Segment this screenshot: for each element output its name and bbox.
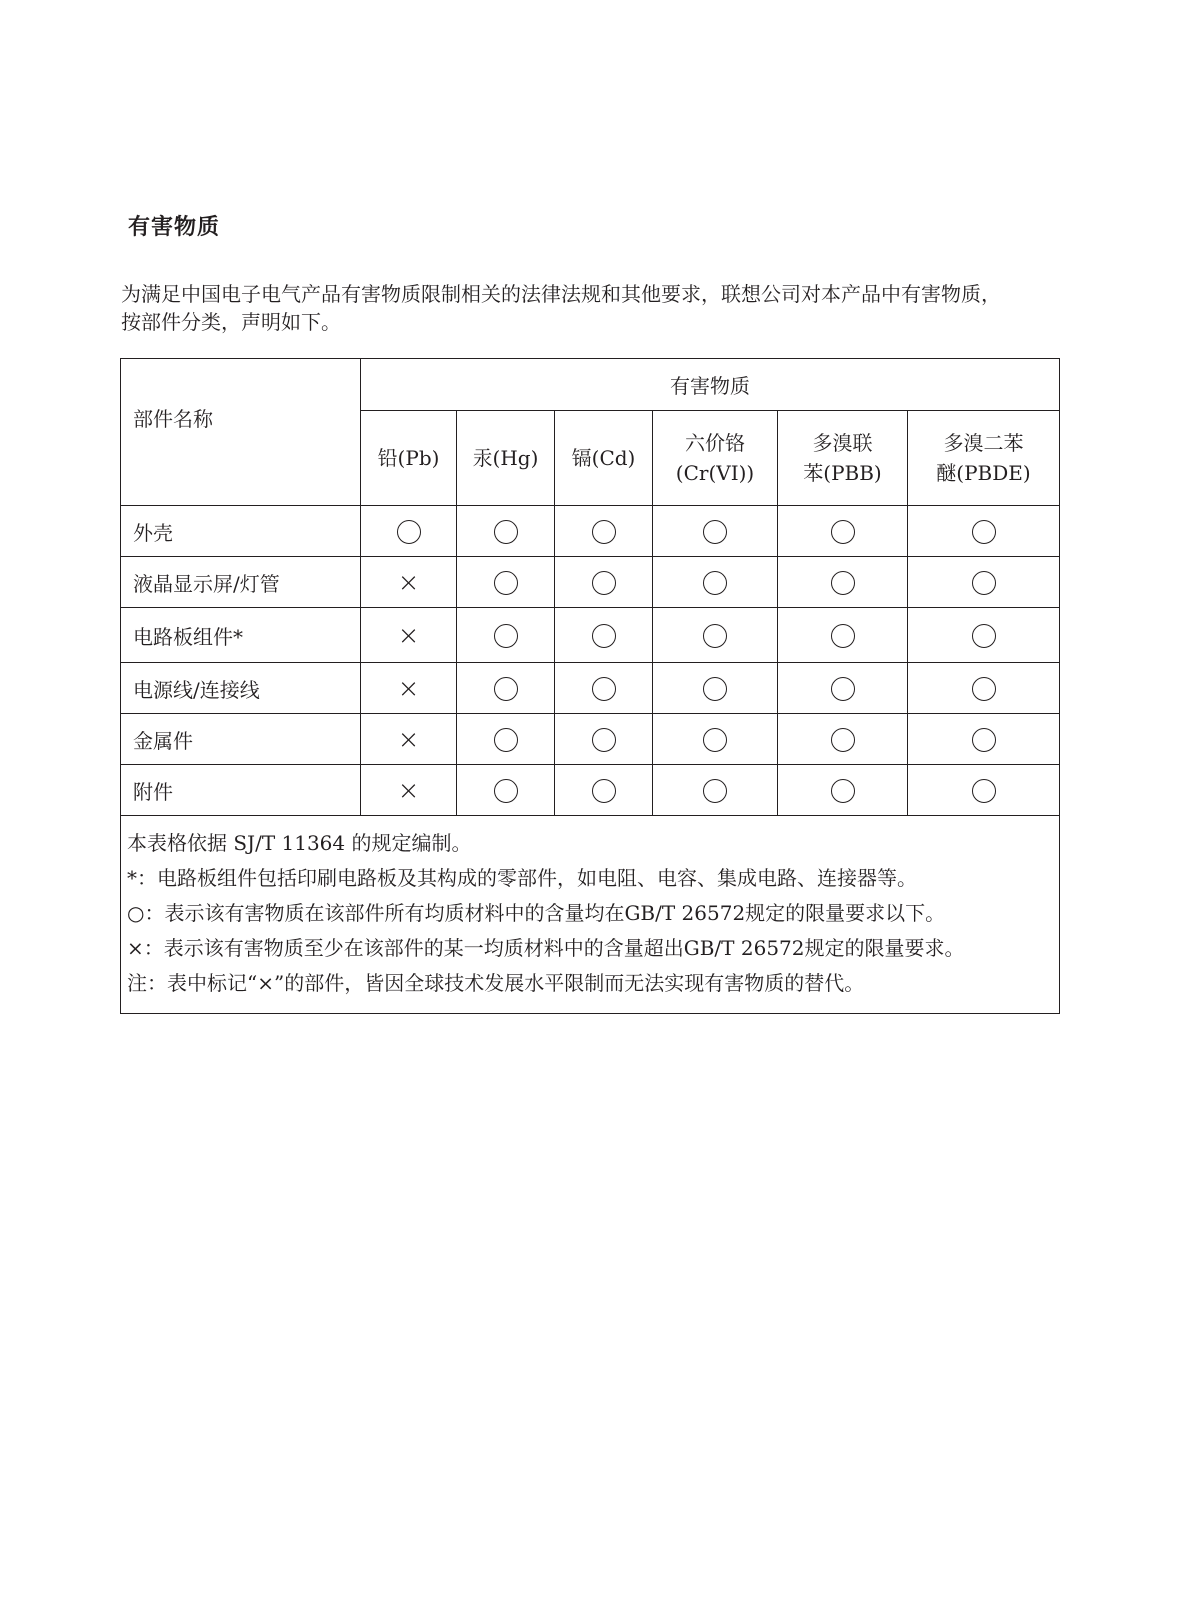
circle-mark-icon	[703, 677, 727, 701]
substance-cell	[908, 663, 1060, 714]
substance-cell	[457, 557, 555, 608]
column-header-pbb: 多溴联 苯(PBB)	[778, 411, 908, 506]
table-row	[121, 765, 1060, 816]
part-name-cell: 电源线/连接线	[121, 663, 361, 714]
circle-mark-icon	[592, 571, 616, 595]
circle-mark-icon	[831, 779, 855, 803]
substance-cell	[908, 506, 1060, 557]
circle-mark-icon	[831, 677, 855, 701]
circle-mark-icon	[703, 624, 727, 648]
circle-mark-icon	[703, 779, 727, 803]
table-row	[121, 663, 1060, 714]
corner-header-part-name: 部件名称	[121, 359, 361, 506]
note-line: 注：表中标记“×”的部件，皆因全球技术发展水平限制而无法实现有害物质的替代。	[127, 971, 865, 995]
table-row	[121, 608, 1060, 663]
circle-mark-icon	[494, 571, 518, 595]
cross-mark-icon: ×	[397, 724, 420, 755]
intro-line: 为满足中国电子电气产品有害物质限制相关的法律法规和其他要求，联想公司对本产品中有害物质，	[121, 282, 1001, 306]
substance-cell	[555, 506, 653, 557]
circle-mark-icon	[972, 677, 996, 701]
circle-mark-icon	[972, 624, 996, 648]
substance-cell	[778, 765, 908, 816]
substance-cell	[457, 506, 555, 557]
circle-mark-icon	[494, 779, 518, 803]
table-notes	[121, 816, 1060, 1014]
circle-mark-icon	[703, 728, 727, 752]
column-header-pbde: 多溴二苯 醚(PBDE)	[908, 411, 1060, 506]
substance-cell	[555, 608, 653, 663]
circle-mark-icon	[831, 624, 855, 648]
substance-cell	[555, 765, 653, 816]
substance-cell	[908, 557, 1060, 608]
substance-cell	[653, 557, 778, 608]
part-name-cell: 液晶显示屏/灯管	[121, 557, 361, 608]
column-header-crvi: 六价铬 (Cr(VI))	[653, 411, 778, 506]
column-header-pb: 铅(Pb)	[361, 411, 457, 506]
substance-cell	[778, 506, 908, 557]
substance-cell	[361, 608, 457, 663]
part-name-cell: 金属件	[121, 714, 361, 765]
substance-cell	[908, 714, 1060, 765]
circle-mark-icon	[972, 779, 996, 803]
column-header-hg: 汞(Hg)	[457, 411, 555, 506]
substance-cell	[361, 714, 457, 765]
substance-cell	[908, 765, 1060, 816]
substance-cell	[653, 714, 778, 765]
cross-mark-icon: ×	[397, 567, 420, 598]
cross-mark-icon: ×	[397, 673, 420, 704]
circle-mark-icon	[592, 624, 616, 648]
circle-mark-icon	[592, 728, 616, 752]
circle-mark-icon	[831, 728, 855, 752]
note-line: ○：表示该有害物质在该部件所有均质材料中的含量均在GB/T 26572规定的限量要求以下。	[127, 901, 946, 925]
substance-cell	[653, 663, 778, 714]
column-header-cd: 镉(Cd)	[555, 411, 653, 506]
substance-cell	[457, 663, 555, 714]
substance-cell	[778, 557, 908, 608]
circle-mark-icon	[494, 520, 518, 544]
note-line: 本表格依据 SJ/T 11364 的规定编制。	[127, 831, 472, 855]
substance-cell	[361, 506, 457, 557]
table-body	[121, 506, 1060, 816]
circle-mark-icon	[494, 624, 518, 648]
circle-mark-icon	[831, 571, 855, 595]
substance-cell	[778, 608, 908, 663]
circle-mark-icon	[592, 520, 616, 544]
table-row	[121, 557, 1060, 608]
substance-cell	[457, 714, 555, 765]
table-row	[121, 506, 1060, 557]
group-header-hazardous-substances: 有害物质	[361, 359, 1060, 411]
note-line: *：电路板组件包括印刷电路板及其构成的零部件，如电阻、电容、集成电路、连接器等。	[127, 866, 917, 890]
circle-mark-icon	[831, 520, 855, 544]
substance-cell	[457, 765, 555, 816]
substance-cell	[653, 608, 778, 663]
substance-cell	[908, 608, 1060, 663]
cross-mark-icon: ×	[397, 620, 420, 651]
part-name-cell: 电路板组件*	[121, 608, 361, 663]
circle-mark-icon	[494, 677, 518, 701]
substance-cell	[653, 506, 778, 557]
substance-cell	[778, 663, 908, 714]
substance-cell	[361, 557, 457, 608]
circle-mark-icon	[703, 520, 727, 544]
part-name-cell: 外壳	[121, 506, 361, 557]
intro-line: 按部件分类，声明如下。	[121, 310, 341, 334]
substance-cell	[555, 714, 653, 765]
substance-cell	[555, 557, 653, 608]
substance-cell	[653, 765, 778, 816]
circle-mark-icon	[972, 571, 996, 595]
note-line: ×：表示该有害物质至少在该部件的某一均质材料中的含量超出GB/T 26572规定的限量要求。	[127, 936, 965, 960]
intro-paragraph	[121, 280, 1111, 336]
circle-mark-icon	[592, 779, 616, 803]
substance-cell	[361, 663, 457, 714]
circle-mark-icon	[972, 520, 996, 544]
substance-cell	[361, 765, 457, 816]
circle-mark-icon	[703, 571, 727, 595]
cross-mark-icon: ×	[397, 775, 420, 806]
circle-mark-icon	[592, 677, 616, 701]
substance-cell	[555, 663, 653, 714]
page-title: 有害物质	[128, 215, 221, 240]
circle-mark-icon	[494, 728, 518, 752]
substance-cell	[457, 608, 555, 663]
hazardous-substances-table	[120, 358, 1060, 1014]
table-row	[121, 714, 1060, 765]
part-name-cell: 附件	[121, 765, 361, 816]
circle-mark-icon	[397, 520, 421, 544]
circle-mark-icon	[972, 728, 996, 752]
substance-cell	[778, 714, 908, 765]
